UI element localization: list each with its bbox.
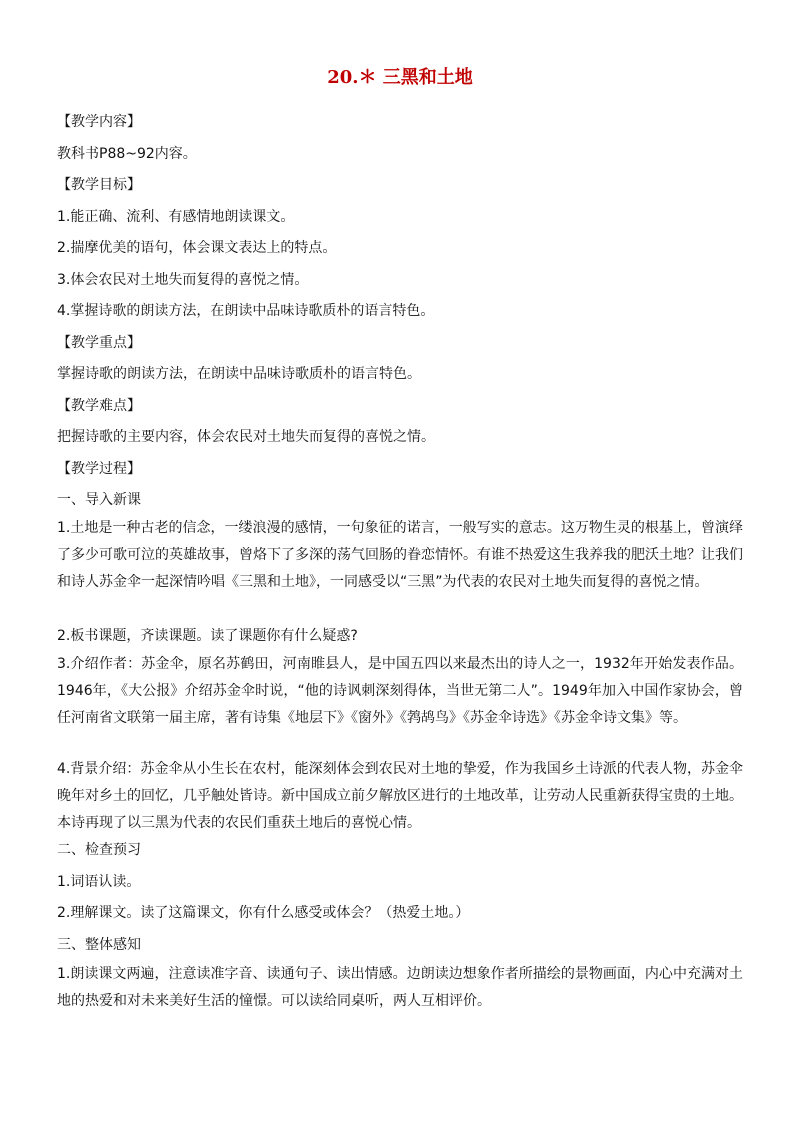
section-heading: 二、检查预习 <box>57 842 141 858</box>
paragraph: 1.朗读课文两遍，注意读准字音、读通句子、读出情感。边朗读边想象作者所描绘的景物画面，内心中充满对土地的热爱和对未来美好生活的憧憬。可以读给同桌听，两人互相评价。 <box>57 966 743 1009</box>
paragraph: 1.词语认读。 <box>57 874 141 890</box>
paragraph: 4.背景介绍：苏金伞从小生长在农村，能深刻体会到农民对土地的挚爱，作为我国乡土诗派的代表人物，苏金伞晚年对乡土的回忆，几乎触处皆诗。新中国成立前夕解放区进行的土地改革，让劳动人民重新获得宝贵的土地。本诗再现了以三黑为代表的农民们重获土地后的喜悦心情。 <box>57 761 743 831</box>
paragraph: 2.理解课文。读了这篇课文，你有什么感受或体会？（热爱土地。） <box>57 905 470 921</box>
content-heading: 【教学内容】 <box>57 114 141 130</box>
goal-item: 4.掌握诗歌的朗读方法，在朗读中品味诗歌质朴的语言特色。 <box>57 303 435 319</box>
page-title: 20.＊ 三黑和土地 <box>327 67 473 88</box>
paragraph: 2.板书课题，齐读课题。读了课题你有什么疑惑? <box>57 628 358 644</box>
goal-item: 1.能正确、流利、有感情地朗读课文。 <box>57 209 295 225</box>
process-heading: 【教学过程】 <box>57 461 141 477</box>
key-heading: 【教学重点】 <box>57 335 141 351</box>
difficulty-heading: 【教学难点】 <box>57 398 141 414</box>
section-heading: 一、导入新课 <box>57 492 141 508</box>
key-text: 掌握诗歌的朗读方法，在朗读中品味诗歌质朴的语言特色。 <box>57 366 421 382</box>
goal-item: 3.体会农民对土地失而复得的喜悦之情。 <box>57 272 309 288</box>
goals-heading: 【教学目标】 <box>57 177 141 193</box>
difficulty-text: 把握诗歌的主要内容，体会农民对土地失而复得的喜悦之情。 <box>57 429 435 445</box>
paragraph: 3.介绍作者：苏金伞，原名苏鹤田，河南睢县人，是中国五四以来最杰出的诗人之一，1932年开始发表作品。1946年，《大公报》介绍苏金伞时说，“他的诗讽刺深刻得体，当世无第二人”。1949年加入中国作家协会，曾任河南省文联第一届主席，著有诗集《地层下》《窗外》《鹁鸪鸟》《苏金伞诗选》《苏金伞诗文集》等。 <box>57 656 743 726</box>
goal-item: 2.揣摩优美的语句，体会课文表达上的特点。 <box>57 240 337 256</box>
section-heading: 三、整体感知 <box>57 937 141 953</box>
content-text: 教科书P88~92内容。 <box>57 146 197 162</box>
paragraph: 1.土地是一种古老的信念，一缕浪漫的感情，一句象征的诺言，一般写实的意志。这万物生灵的根基上，曾演绎了多少可歌可泣的英雄故事，曾烙下了多深的荡气回肠的眷恋情怀。有谁不热爱这生我养我的肥沃土地？让我们和诗人苏金伞一起深情吟唱《三黑和土地》，一同感受以“三黑”为代表的农民对土地失而复得的喜悦之情。 <box>57 520 743 590</box>
